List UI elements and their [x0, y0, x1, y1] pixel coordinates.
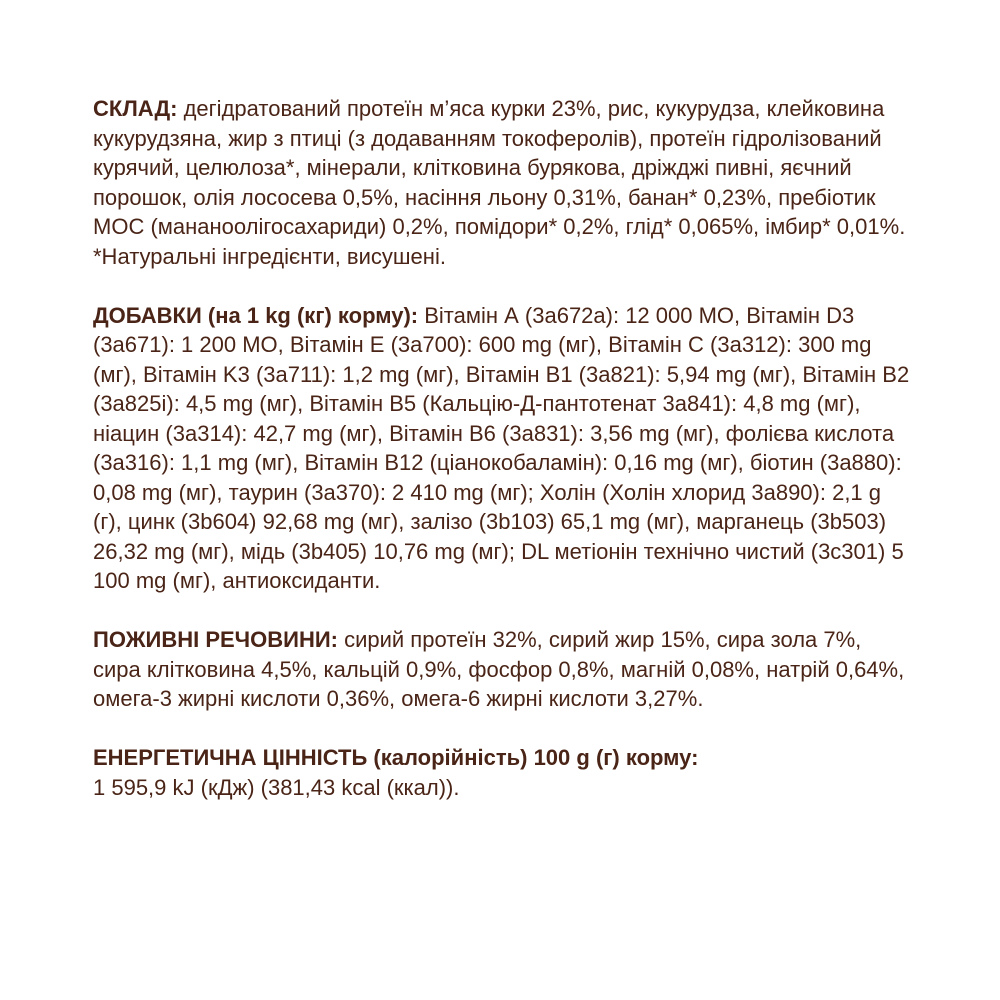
energy-section: [93, 743, 913, 802]
nutrients-text: сирий протеїн 32%, сирий жир 15%, сира зола 7%, сира клітковина 4,5%, кальцій 0,9%, фосфор 0,8%, магній 0,08%, натрій 0,64%, омега-3 жирні кислоти 0,36%, омега-6 жирні кислоти 3,27%.: [93, 627, 905, 711]
composition-heading: СКЛАД:: [93, 96, 178, 121]
additives-heading: ДОБАВКИ (на 1 kg (кг) корму):: [93, 302, 419, 328]
energy-heading: ЕНЕРГЕТИЧНА ЦІННІСТЬ (калорійність) 100 g (г) корму:: [93, 745, 699, 770]
additives-section: [93, 301, 913, 596]
additives-text: Вітамін А (3а672а): 12 000 МО, Вітамін D3 (3а671): 1 200 МО, Вітамін Е (3а700): 600 mg (мг), Вітамін С (3а312): 300 mg (мг), Вітамін K3 (3а711): 1,2 mg (мг), Вітамін B1 (3а821): 5,94 mg (мг), Вітамін B2 (3а825і): 4,5 mg (мг), Вітамін B5 (Кальцію-Д-пантотенат 3а841): 4,8 mg (мг), ніацин (3а314): 42,7 mg (мг), Вітамін B6 (3а831): 3,56 mg (мг), фолієва кислота (3а316): 1,1 mg (мг), Вітамін B12 (ціанокобаламін): 0,16 mg (мг), біотин (3а880): 0,08 mg (мг), таурин (3а370): 2 410 mg (мг); Холін (Холін хлорид 3а890): 2,1 g (г), цинк (3b604) 92,68 mg (мг), залізо (3b103) 65,1 mg (мг), марганець (3b503) 26,32 mg (мг), мідь (3b405) 10,76 mg (мг); DL метіонін технічно чистий (3с301) 5 100 mg (мг), антиоксиданти.: [93, 302, 910, 593]
composition-section: [93, 94, 913, 271]
ingredients-document: [93, 94, 913, 802]
energy-text: 1 595,9 kJ (кДж) (381,43 kcal (ккал)).: [93, 774, 460, 800]
nutrients-heading: ПОЖИВНІ РЕЧОВИНИ:: [93, 627, 338, 652]
nutrients-section: [93, 625, 913, 714]
composition-text: дегідратований протеїн м’яса курки 23%, рис, кукурудза, клейковина кукурудзяна, жир з птиці (з додаванням токоферолів), протеїн гідролізований курячий, целюлоза*, мінерали, клітковина бурякова, дріжджі пивні, яєчний порошок, олія лососева 0,5%, насіння льону 0,31%, банан* 0,23%, пребіотик MOC (мананоолігосахариди) 0,2%, помідори* 0,2%, глід* 0,065%, імбир* 0,01%. *Натуральні інгредієнти, висушені.: [93, 96, 906, 269]
